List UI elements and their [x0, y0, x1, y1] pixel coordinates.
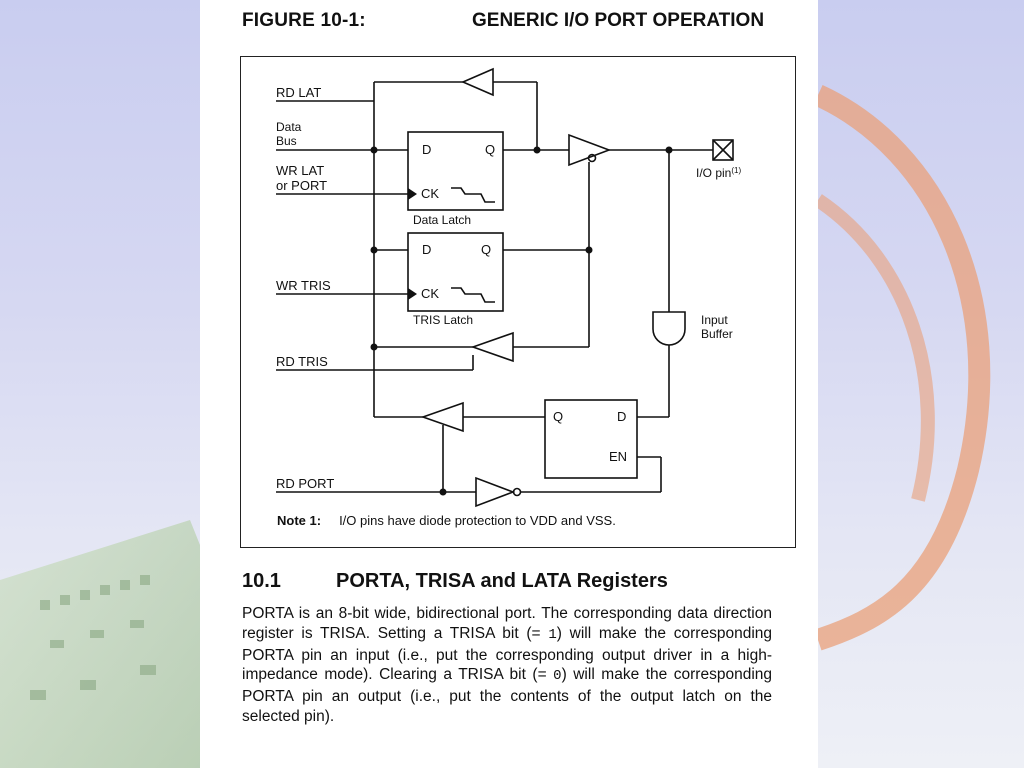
figure-diagram	[240, 56, 796, 548]
label-rd-lat: RD LAT	[276, 85, 322, 100]
label-rd-tris: RD TRIS	[276, 354, 328, 369]
input-buffer-label-line2: Buffer	[701, 327, 733, 341]
label-data-bus-line1: Data	[276, 120, 302, 134]
tris-latch-label: TRIS Latch	[413, 313, 474, 327]
figure-number: FIGURE 10-1:	[242, 10, 366, 31]
note-text: I/O pins have diode protection to VDD and VSS.	[339, 513, 616, 528]
document-page	[200, 0, 818, 768]
tris-latch-q: Q	[481, 242, 492, 257]
paragraph-part-1: PORTA is an 8-bit wide, bidirectional port. The corresponding data direction register is TRISA. Setting a TRISA bit (=	[242, 605, 772, 642]
input-latch-q: Q	[553, 409, 564, 424]
data-latch-ck: CK	[421, 186, 440, 201]
data-latch-d: D	[422, 142, 432, 157]
tris-latch-ck: CK	[421, 286, 440, 301]
background-right	[818, 0, 1024, 768]
data-latch-q: Q	[485, 142, 496, 157]
tris-latch-d: D	[422, 242, 432, 257]
label-wr-lat-line1: WR LAT	[276, 163, 325, 178]
paragraph-part-3: ) will make the corresponding PORTA pin an output (i.e., put the contents of the output latch on the selected pin).	[242, 666, 773, 725]
paragraph-part-2: ) will make the corresponding PORTA pin an input (i.e., put the corresponding output driver in a high-impedance mode). Clearing a TRISA bit (=	[242, 624, 772, 684]
section-title-text: PORTA, TRISA and LATA Registers	[336, 570, 668, 592]
figure-note	[277, 513, 616, 528]
input-latch-d: D	[617, 409, 627, 424]
paragraph-value-zero: 0	[553, 668, 562, 685]
section-heading	[242, 570, 668, 593]
note-label: Note 1:	[277, 513, 322, 528]
figure-title: GENERIC I/O PORT OPERATION	[472, 10, 765, 31]
label-data-bus-line2: Bus	[276, 134, 297, 148]
background-left	[0, 0, 200, 768]
label-wr-lat-line2: or PORT	[276, 178, 328, 193]
section-paragraph	[242, 604, 772, 727]
label-rd-port: RD PORT	[276, 476, 335, 491]
io-port-schematic	[241, 57, 795, 547]
input-buffer-label-line1: Input	[701, 313, 728, 327]
label-wr-tris: WR TRIS	[276, 278, 331, 293]
paragraph-value-one: 1	[548, 626, 557, 643]
section-number: 10.1	[242, 570, 281, 592]
cable-image	[818, 0, 1024, 768]
circuit-board-image	[0, 0, 200, 768]
data-latch-label: Data Latch	[413, 213, 472, 227]
input-latch-en: EN	[609, 449, 628, 464]
io-pin-label: I/O pin$^{(1)}$	[696, 165, 742, 180]
